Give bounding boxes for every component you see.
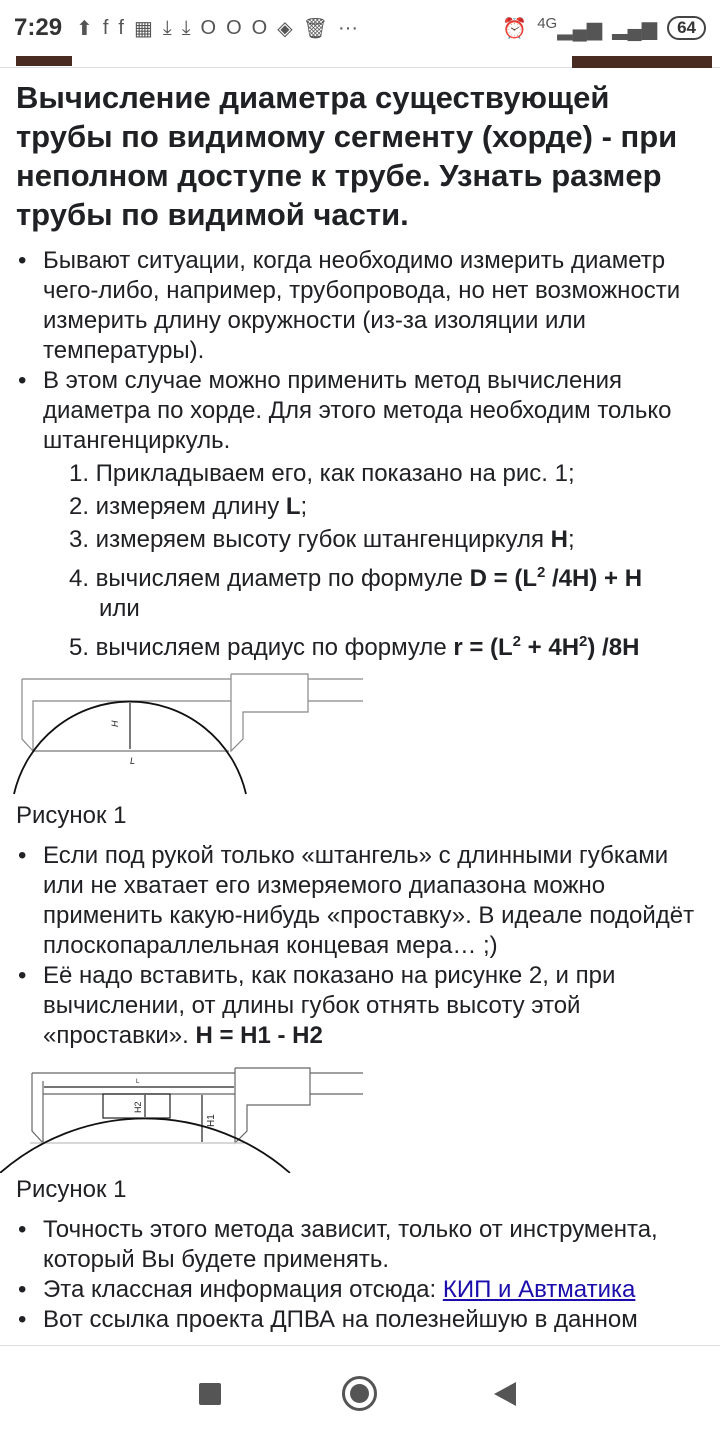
recents-button[interactable] (199, 1383, 221, 1405)
download-icon: ⤓ (181, 16, 191, 39)
label-l: L (130, 756, 136, 766)
label-h2: H2 (133, 1101, 143, 1113)
facebook-icon: f (118, 16, 124, 39)
step (69, 558, 712, 624)
list-item-text: В этом случае можно применить метод вычисления диаметра по хорде. Для этого метода необходим только штангенциркуль. (43, 367, 672, 454)
list-item: • Точность этого метода зависит, только от инструмента, который Вы будете применять. (16, 1215, 712, 1275)
facebook-icon: f (102, 16, 109, 39)
network-type: 4G (537, 14, 558, 32)
clock: 7:29 (14, 14, 63, 41)
trash-icon: 🗑 (302, 17, 328, 40)
step-text: 3. измеряем высоту губок штангенциркуля (69, 526, 551, 553)
list-item-text: Эта классная информация отсюда: (43, 1276, 443, 1303)
list-item: • Если под рукой только «штангель» с длинными губками или не хватает его измеряемого диапазона можно применить какую-нибудь «проставку». В идеале подойдёт плоскопараллельная концевая мера… ;) (16, 841, 712, 961)
article (16, 78, 712, 1335)
alarm-icon: ⏰ (502, 17, 528, 40)
article-title: Вычисление диаметра существующей трубы по видимому сегменту (хорде) - при неполном доступе к трубе. Узнать размер трубы по видимой части. (16, 80, 678, 232)
list-item-text: Её надо вставить, как показано на рисунке 2, и при вычислении, от длины губок отнять высоту этой «проставки». (43, 962, 616, 1049)
navigation-bar (0, 1345, 720, 1440)
var-h: H (550, 526, 568, 553)
formula-diameter: $D = (L^2$ /4H) + H (469, 564, 643, 592)
list-item (16, 961, 712, 1051)
list-item (16, 1275, 712, 1305)
figure-caption: Рисунок 1 (16, 802, 127, 829)
label-h1: H1 (206, 1114, 217, 1127)
formula-h: H = H1 - H2 (195, 1022, 323, 1049)
figure-2-caliper-diagram (0, 1063, 370, 1173)
signal-icon: ▂▄▆ (612, 17, 658, 40)
list-item (16, 366, 712, 663)
step-text: 2. измеряем длину (69, 493, 286, 520)
step-text: или (99, 595, 140, 622)
apps-icon: ▦ (133, 17, 153, 40)
header-bar-right (572, 56, 712, 68)
signal-icon: $^{4G}$▂▄▆ (537, 14, 603, 41)
step: 3. измеряем высоту губок штангенциркуля H; (69, 526, 575, 553)
step-text: 5. вычисляем радиус по формуле (69, 634, 454, 661)
step (69, 627, 712, 663)
download-icon: ⤓ (162, 16, 172, 39)
list-item: • Бывают ситуации, когда необходимо измерить диаметр чего-либо, например, трубопровода, но нет возможности измерить длину окружности (из-за изоляции или температуры). (16, 246, 712, 366)
steps-list (43, 459, 712, 663)
opera-icon: O (251, 16, 268, 39)
status-bar (0, 0, 720, 56)
opera-icon: O (200, 16, 217, 39)
home-button[interactable] (342, 1376, 377, 1411)
battery-indicator: 64 (667, 16, 706, 40)
opera-icon: O (226, 16, 242, 39)
list-item: • Вот ссылка проекта ДПВА на полезнейшую в данном (16, 1305, 712, 1335)
step-text: 4. вычисляем диаметр по формуле (69, 565, 470, 592)
figure-caption: Рисунок 1 (16, 1176, 127, 1203)
more-icon: ··· (338, 16, 358, 39)
header-bar-left (16, 56, 72, 66)
label-l: L (136, 1079, 140, 1085)
layers-icon: ◈ (277, 17, 293, 40)
step: 2. измеряем длину L; (69, 493, 308, 520)
back-button[interactable] (494, 1382, 516, 1406)
step: 1. Прикладываем его, как показано на рис. 1; (69, 460, 575, 487)
var-l: L (285, 493, 301, 520)
figure-1-caliper-diagram (0, 669, 370, 799)
source-link[interactable]: КИП и Автматика (442, 1276, 636, 1303)
upload-icon: ⬆ (76, 17, 93, 40)
page-header-strip (0, 56, 720, 68)
formula-radius: $r = (L^2 + 4H^2)$ /8H (453, 633, 640, 661)
label-h: H (110, 720, 120, 727)
